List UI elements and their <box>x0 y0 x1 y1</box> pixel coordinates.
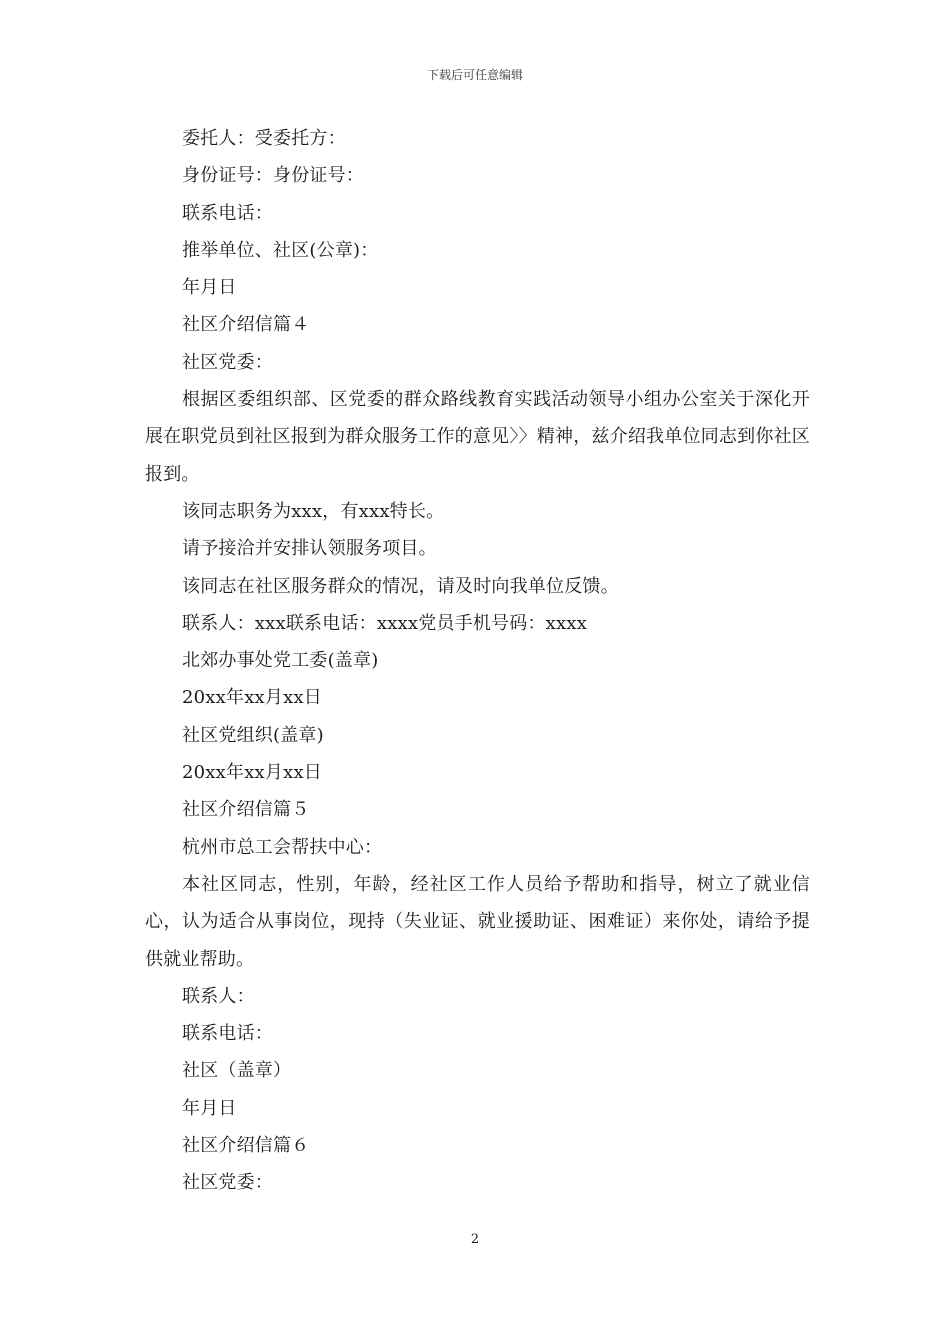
date-line: 年月日 <box>182 1097 237 1119</box>
text-line: 北郊办事处党工委(盖章) <box>182 650 379 672</box>
text-line: 年月日 <box>182 277 237 299</box>
paragraph: 本社区同志，性别，年龄，经社区工作人员给予帮助和指导，树立了就业信心，认为适合从事岗位，现持（失业证、就业援助证、困难证）来你处，请给予提供就业帮助。 <box>145 873 810 970</box>
section-heading: 社区介绍信篇４ <box>182 314 310 336</box>
text-line: 身份证号：身份证号： <box>182 165 364 187</box>
salutation: 杭州市总工会帮扶中心： <box>182 836 383 858</box>
text-line: 请予接洽并安排认领服务项目。 <box>182 538 437 560</box>
salutation: 社区党委： <box>182 1172 273 1194</box>
text-line: 联系人：xxx联系电话：xxxx党员手机号码：xxxx <box>182 612 588 634</box>
paragraph: 根据区委组织部、区党委的群众路线教育实践活动领导小组办公室关于深化开展在职党员到社区报到为群众服务工作的意见〉〉精神，兹介绍我单位同志到你社区报到。 <box>145 389 810 485</box>
text-line: 该同志职务为xxx，有xxx特长。 <box>182 500 445 522</box>
text-line: 社区党组织(盖章) <box>182 724 324 746</box>
text-line: 该同志在社区服务群众的情况，请及时向我单位反馈。 <box>182 575 619 597</box>
text-line: 联系电话： <box>182 1023 273 1045</box>
date-line: 20xx年xx月xx日 <box>182 687 323 709</box>
text-line: 推举单位、社区(公章)： <box>182 239 379 261</box>
salutation: 社区党委： <box>182 351 273 373</box>
section-heading: 社区介绍信篇６ <box>182 1135 310 1157</box>
page-header: 下载后可任意编辑 <box>426 68 523 82</box>
section-heading: 社区介绍信篇５ <box>182 799 310 821</box>
date-line: 20xx年xx月xx日 <box>182 762 323 784</box>
document-body <box>145 120 810 1202</box>
text-line: 联系人： <box>182 985 255 1007</box>
text-line: 社区（盖章） <box>182 1060 292 1082</box>
text-line: 联系电话： <box>182 202 273 224</box>
text-line: 委托人：受委托方： <box>182 128 346 149</box>
page-number: 2 <box>470 1232 480 1247</box>
